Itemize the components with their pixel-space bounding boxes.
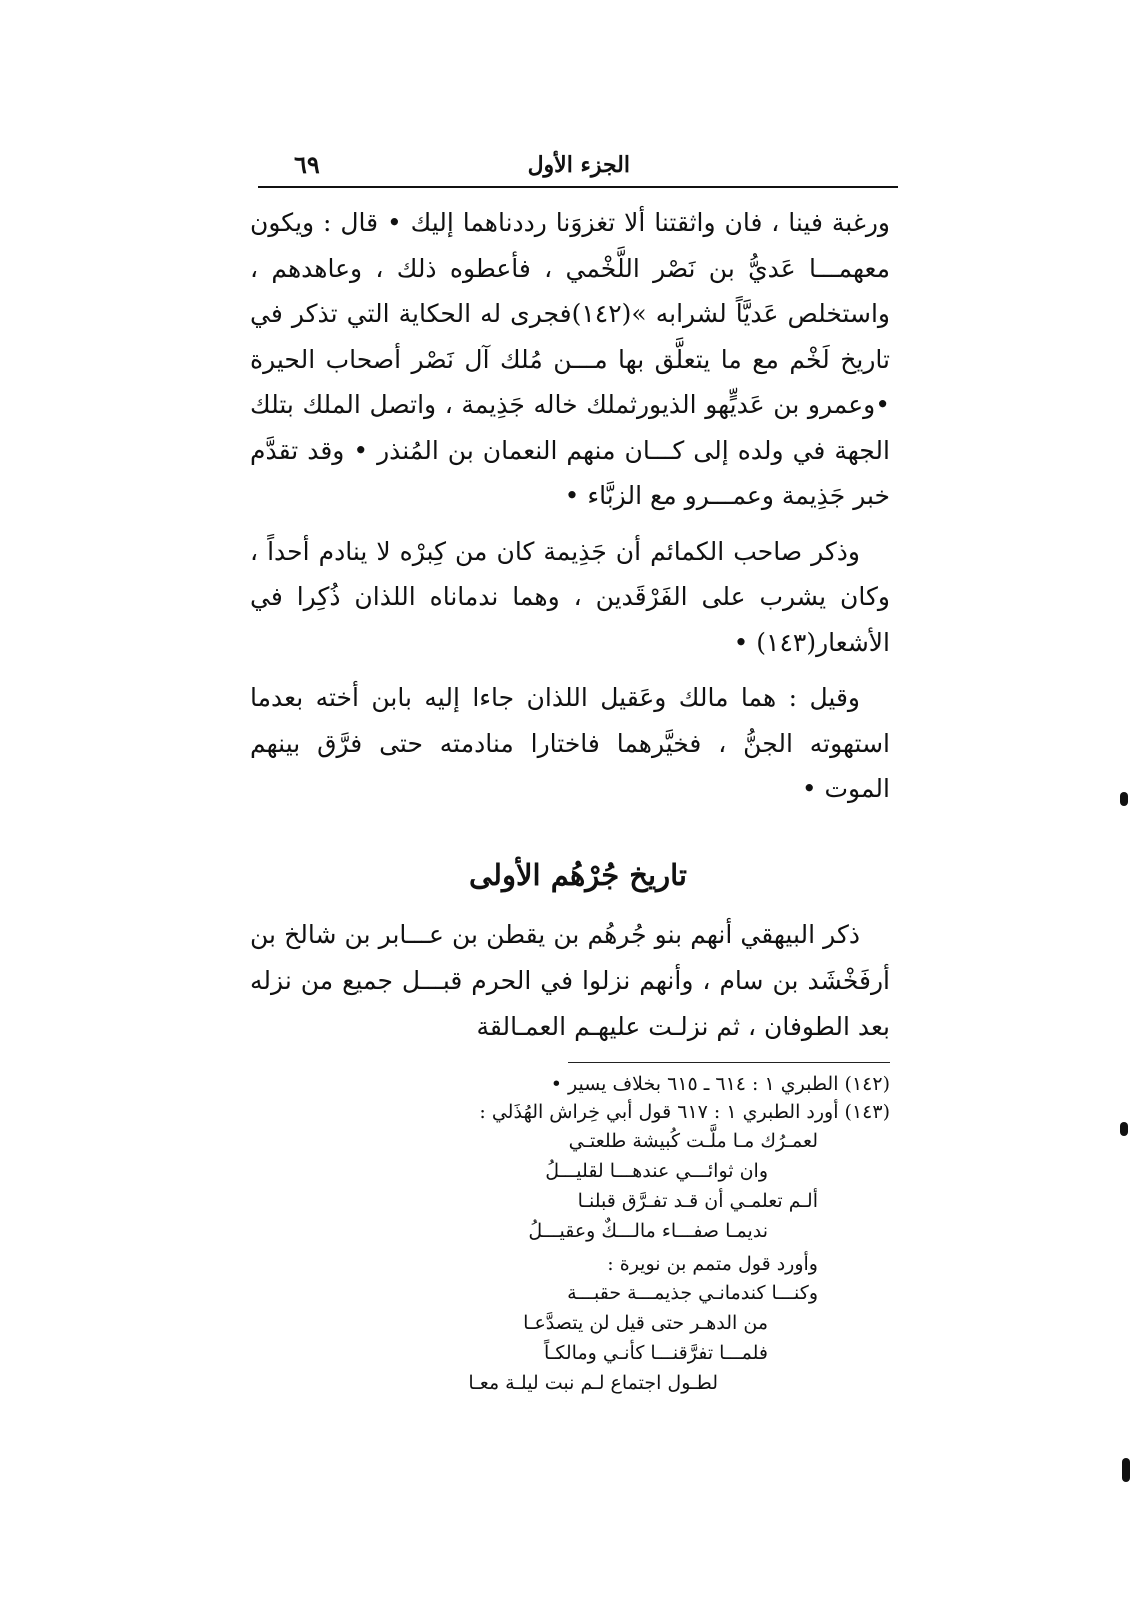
footnotes (250, 1070, 890, 1398)
footnote-143: (١٤٣) أورد الطبري ١ : ٦١٧ قول أبي خِراش الهُذَلي : (479, 1101, 890, 1123)
verse-line: نديمـا صفـــاء مالـــكٌ وعقيـــلُ (528, 1220, 768, 1242)
verse-line: وكنـــا كندمانـي جذيمـــة حقبـــة (567, 1282, 818, 1304)
verse-line: لطـول اجتماع لـم نبت ليلـة معـا (468, 1372, 718, 1394)
main-text (250, 200, 890, 822)
page-number: ٦٩ (294, 150, 320, 179)
page-header (258, 148, 898, 186)
section-heading: تاريخ جُرْهُم الأولى (468, 858, 688, 892)
running-title: الجزء الأول (527, 152, 630, 178)
binding-mark (1120, 1122, 1128, 1136)
verse-line: فلمـــا تفرَّقنـــا كأنـي ومالكـاً (544, 1342, 768, 1364)
verse-line: من الدهـر حتى قيل لن يتصدَّعـا (523, 1312, 768, 1334)
binding-mark (1122, 1458, 1130, 1482)
footnote-rule (568, 1062, 890, 1063)
verse-line: ألـم تعلمـي أن قـد تفـرَّق قبلنـا (577, 1190, 818, 1212)
footnote-142: (١٤٢) الطبري ١ : ٦١٤ ـ ٦١٥ بخلاف يسير • (550, 1073, 890, 1095)
paragraph-3: وقيل : هما مالك وعَقيل اللذان جاءا إليه بابن أخته بعدما استهوته الجنُّ ، فخيَّرهما فاختارا منادمته حتى فرَّق بينهم الموت • (250, 683, 890, 803)
footnote-143-intro-2: وأورد قول متمم بن نويرة : (607, 1253, 818, 1275)
section-paragraph: ذكر البيهقي أنهم بنو جُرهُم بن يقطن بن عـــابر بن شالخ بن أرفَخْشَد بن سام ، وأنهم نزلوا في الحرم قبـــل جميع من نزله بعد الطوفان ، ثم نزلـت عليهـم العمـالقة (250, 920, 890, 1041)
verse-line: لعمـرُك مـا ملَّـت كُبيشة طلعتـي (568, 1130, 818, 1152)
paragraph-1: ورغبة فينا ، فان واثقتنا ألا تغزوَنا رددناهما إليك • قال : ويكون معهمـــا عَديُّ بن نَصْر اللَّخْمي ، فأعطوه ذلك ، وعاهدهم ، واستخلص عَديَّاً لشرابه »(١٤٢)فجرى له الحكاية التي تذكر في تاريخ لَخْم مع ما يتعلَّق بها مـــن مُلك آل نَصْر أصحاب الحيرة •وعمرو بن عَديٍّهو الذيورثملك خاله جَذِيمة ، واتصل الملك بتلك الجهة في ولده إلى كـــان منهم النعمان بن المُنذر • وقد تقدَّم خبر جَذِيمة وعمـــرو مع الزبَّاء • (250, 208, 890, 510)
binding-mark (1120, 792, 1128, 806)
verse-line: وان ثوائـــي عندهـــا لقليـــلُ (545, 1160, 768, 1182)
paragraph-2: وذكر صاحب الكمائم أن جَذِيمة كان من كِبرْه لا ينادم أحداً ، وكان يشرب على الفَرْقَدين ، وهما ندماناه اللذان ذُكِرا في الأشعار(١٤٣) • (250, 536, 890, 657)
header-rule (258, 186, 898, 188)
